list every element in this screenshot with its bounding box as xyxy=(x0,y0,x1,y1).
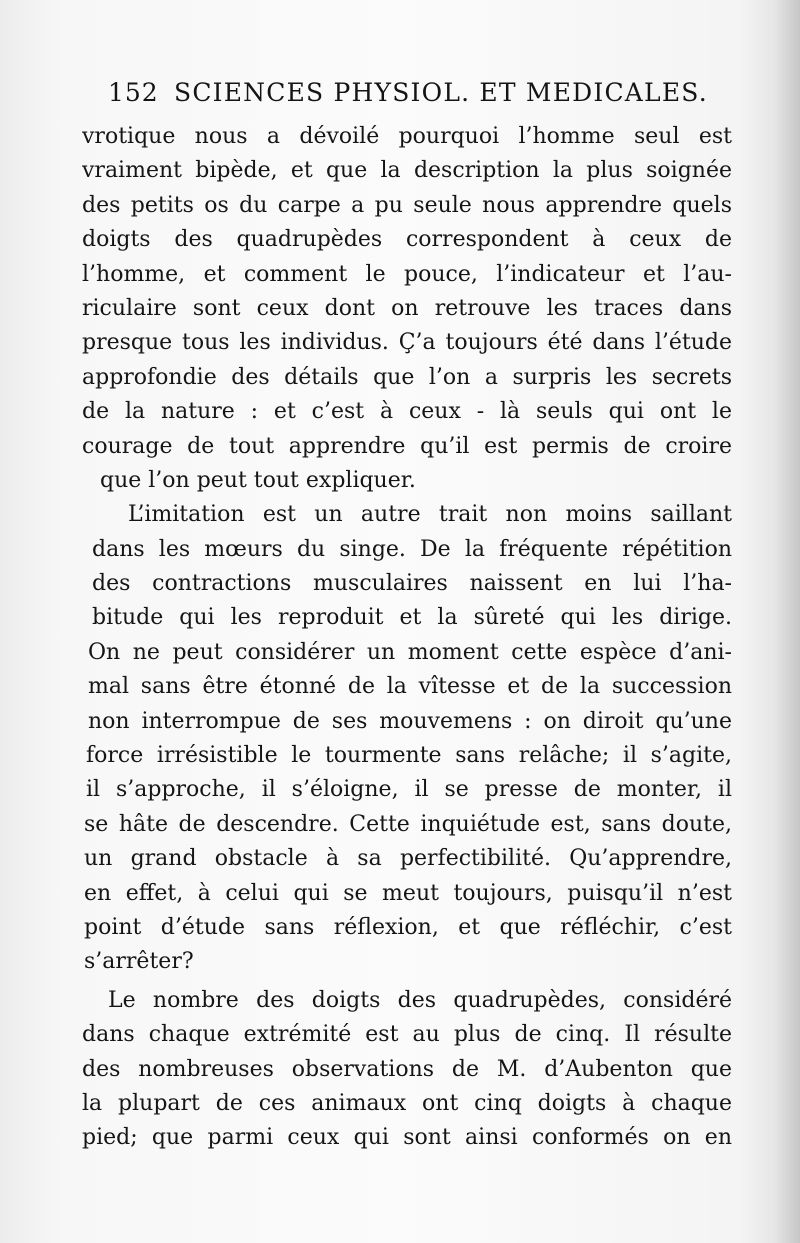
body-text xyxy=(82,120,732,1156)
text-line: bitude qui les reproduit et la sûreté qui les dirige. xyxy=(92,605,732,631)
text-line: doigts des quadrupèdes correspondent à ceux de xyxy=(82,227,732,253)
text-line: de la nature : et c’est à ceux - là seuls qui ont le xyxy=(82,399,732,425)
text-line: dans chaque extrémité est au plus de cinq. Il résulte xyxy=(82,1022,732,1048)
running-head: SCIENCES PHYSIOL. ET MEDICALES. xyxy=(174,78,708,107)
text-line: s’arrêter? xyxy=(84,949,194,975)
text-line: des nombreuses observations de M. d’Aubenton que xyxy=(82,1056,732,1082)
text-line: que l’on peut tout expliquer. xyxy=(100,467,416,493)
text-line: On ne peut considérer un moment cette espèce d’ani- xyxy=(88,639,732,665)
text-line: pied; que parmi ceux qui sont ainsi conformés on en xyxy=(82,1125,732,1151)
text-line: Le nombre des doigts des quadrupèdes, considéré xyxy=(108,987,732,1013)
text-line: dans les mœurs du singe. De la fréquente répétition xyxy=(92,536,732,562)
text-line: courage de tout apprendre qu’il est permis de croire xyxy=(82,433,732,459)
text-line: un grand obstacle à sa perfectibilité. Qu’apprendre, xyxy=(84,846,732,872)
text-line: mal sans être étonné de la vîtesse et de la succession xyxy=(88,674,732,700)
text-line: L’imitation est un autre trait non moins saillant xyxy=(128,502,732,528)
text-line: approfondie des détails que l’on a surpris les secrets xyxy=(82,364,732,390)
text-line: des petits os du carpe a pu seule nous apprendre quels xyxy=(82,192,732,218)
text-line: vrotique nous a dévoilé pourquoi l’homme seul est xyxy=(82,124,732,149)
text-line: l’homme, et comment le pouce, l’indicateur et l’au- xyxy=(82,261,732,287)
text-line: des contractions musculaires naissent en lui l’ha- xyxy=(92,571,732,597)
text-line: force irrésistible le tourmente sans relâche; il s’agite, xyxy=(86,743,732,769)
page-edge-shadow xyxy=(774,0,800,1243)
page-number: 152 xyxy=(108,78,159,107)
text-line: point d’étude sans réflexion, et que réfléchir, c’est xyxy=(84,914,732,940)
text-line: il s’approche, il s’éloigne, il se presse de monter, il xyxy=(86,777,732,803)
text-line: se hâte de descendre. Cette inquiétude est, sans doute, xyxy=(84,811,732,837)
text-line: vraiment bipède, et que la description la plus soignée xyxy=(82,158,732,184)
text-line: non interrompue de ses mouvemens : on diroit qu’une xyxy=(88,708,732,734)
text-line: la plupart de ces animaux ont cinq doigts à chaque xyxy=(82,1090,732,1116)
text-line: presque tous les individus. Ç’a toujours été dans l’étude xyxy=(82,330,732,356)
text-line: en effet, à celui qui se meut toujours, puisqu’il n’est xyxy=(84,880,732,906)
page-header xyxy=(108,76,718,116)
text-line: riculaire sont ceux dont on retrouve les traces dans xyxy=(82,295,732,321)
